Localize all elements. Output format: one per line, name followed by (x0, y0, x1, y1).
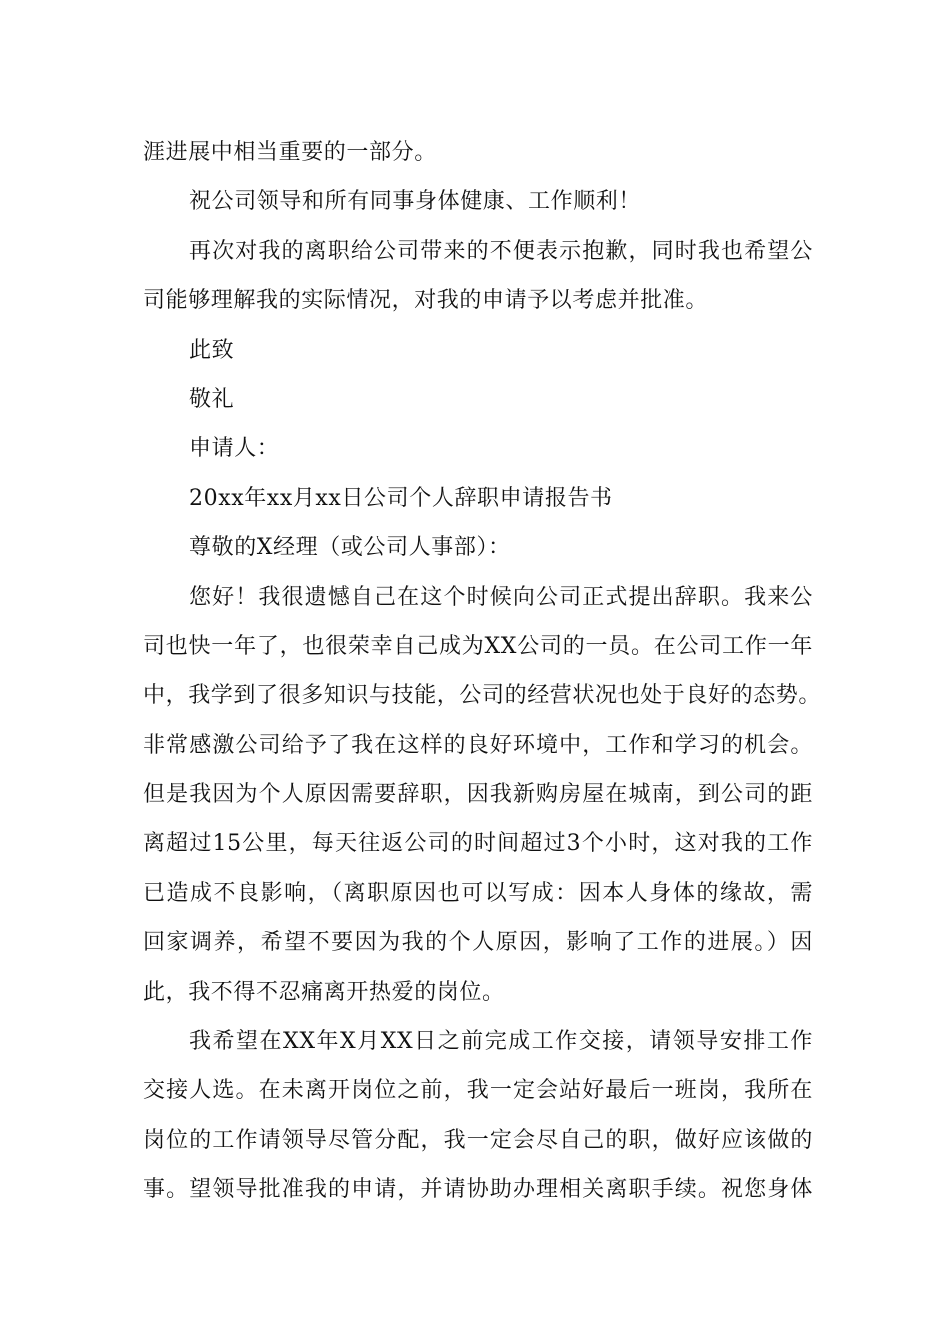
text-line: 非常感激公司给予了我在这样的良好环境中，工作和学习的机会。 (143, 732, 813, 758)
date-title-line: 20xx年xx月xx日公司个人辞职申请报告书 (189, 485, 613, 511)
text-line: 交接人选。在未离开岗位之前，我一定会站好最后一班岗，我所在 (143, 1078, 813, 1104)
closing-line: 敬礼 (189, 386, 235, 412)
text-line: 司能够理解我的实际情况，对我的申请予以考虑并批准。 (143, 288, 709, 314)
text-line: 祝公司领导和所有同事身体健康、工作顺利！ (189, 189, 642, 215)
text-line: 您好！我很遗憾自己在这个时候向公司正式提出辞职。我来公 (189, 584, 813, 610)
text-line: 离超过15公里，每天往返公司的时间超过3个小时，这对我的工作 (143, 831, 813, 857)
text-line: 涯进展中相当重要的一部分。 (143, 140, 437, 165)
closing-line: 此致 (189, 337, 235, 363)
text-line: 回家调养，希望不要因为我的个人原因，影响了工作的进展。）因 (143, 930, 813, 956)
text-line: 事。望领导批准我的申请，并请协助办理相关离职手续。祝您身体 (143, 1177, 813, 1203)
text-line: 再次对我的离职给公司带来的不便表示抱歉，同时我也希望公 (189, 238, 813, 264)
signature-label: 申请人： (189, 436, 280, 462)
letter-body (143, 128, 822, 1215)
text-line: 但是我因为个人原因需要辞职，因我新购房屋在城南，到公司的距 (143, 782, 813, 808)
text-line: 中，我学到了很多知识与技能，公司的经营状况也处于良好的态势。 (143, 683, 822, 709)
text-line: 岗位的工作请领导尽管分配，我一定会尽自己的职，做好应该做的 (143, 1127, 813, 1153)
text-line: 已造成不良影响，（离职原因也可以写成：因本人身体的缘故，需 (143, 880, 813, 906)
salutation: 尊敬的X经理（或公司人事部）： (189, 535, 511, 561)
text-line: 此，我不得不忍痛离开热爱的岗位。 (143, 979, 505, 1005)
text-line: 司也快一年了，也很荣幸自己成为XX公司的一员。在公司工作一年 (143, 633, 813, 659)
text-line: 我希望在XX年X月XX日之前完成工作交接，请领导安排工作 (189, 1029, 813, 1055)
